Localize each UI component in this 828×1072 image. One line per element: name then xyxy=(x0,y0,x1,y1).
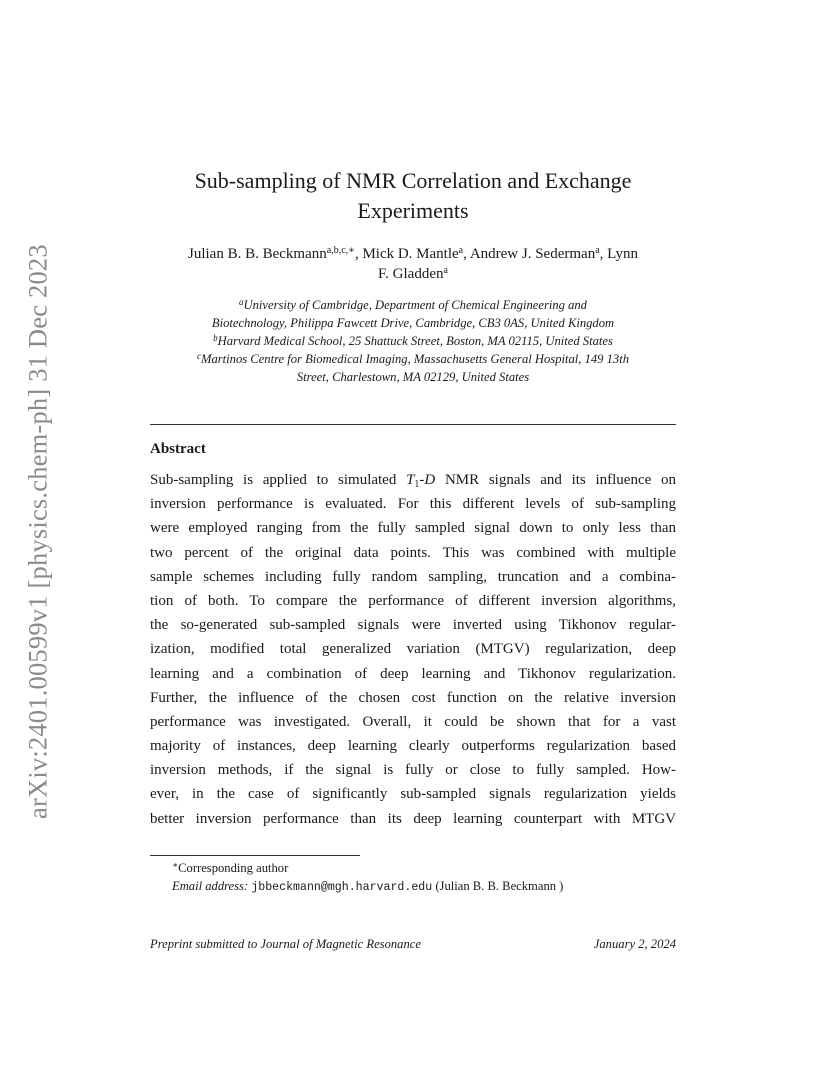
abstract-line: performance was investigated. Overall, it could be shown that for a vast xyxy=(150,713,676,730)
abstract-line: learning and a combination of deep learning and Tikhonov regularization. xyxy=(150,665,676,682)
affiliations xyxy=(150,296,676,386)
author-affiliation-mark: a,b,c,∗ xyxy=(326,245,355,256)
author-affiliation-mark: a xyxy=(458,245,464,256)
abstract-line: ization, modified total generalized variation (MTGV) regularization, deep xyxy=(150,641,676,658)
email-owner: (Julian B. B. Beckmann ) xyxy=(435,879,564,893)
affiliation-b: $^b$Harvard Medical School, 25 Shattuck Street, Boston, MA 02115, United States xyxy=(213,333,613,348)
abstract-heading: Abstract xyxy=(150,441,206,457)
author-list xyxy=(150,244,676,284)
footnote xyxy=(172,859,563,897)
abstract-line: Further, the influence of the chosen cost function on the relative inversion xyxy=(150,689,676,706)
author-name: Lynn xyxy=(607,246,638,262)
author-name: Julian B. B. Beckmann xyxy=(188,246,327,262)
preprint-date: January 2, 2024 xyxy=(593,937,676,951)
email-address[interactable]: jbbeckmann@mgh.harvard.edu xyxy=(251,881,433,894)
abstract-line: majority of instances, deep learning clearly outperforms regularization based xyxy=(150,738,676,755)
author-name: F. Gladden xyxy=(378,266,444,282)
title-line: Experiments xyxy=(357,198,469,223)
title-line: Sub-sampling of NMR Correlation and Exchange xyxy=(194,168,632,193)
abstract-line: Sub-sampling is applied to simulated $T_1-D$ NMR signals and its influence on xyxy=(150,472,676,490)
email-label: Email address: xyxy=(172,879,249,893)
footnote-divider xyxy=(150,855,360,856)
author-affiliation-mark: a xyxy=(443,265,448,276)
preprint-note: Preprint submitted to Journal of Magnetic Resonance xyxy=(150,937,421,951)
abstract-line: inversion methods, if the signal is fully or close to fully sampled. How- xyxy=(150,762,676,779)
abstract-line: were employed ranging from the fully sampled signal down to only less than xyxy=(150,520,676,537)
abstract-line: better inversion performance than its deep learning counterpart with MTGV xyxy=(150,810,676,827)
header-divider xyxy=(150,424,676,425)
author-line: Julian B. B. Beckmann$^{a,b,c,∗}$, Mick D. Mantle$^a$, Andrew J. Sederman$^a$, Lynn xyxy=(188,245,638,262)
abstract-line: the so-generated sub-sampled signals were inverted using Tikhonov regular- xyxy=(150,617,676,634)
affiliation-a-cont: Biotechnology, Philippa Fawcett Drive, Cambridge, CB3 0AS, United Kingdom xyxy=(211,316,615,330)
abstract-line: two percent of the original data points. This was combined with multiple xyxy=(150,544,676,561)
abstract-line: ever, in the case of significantly sub-sampled signals regularization yields xyxy=(150,786,676,803)
paper-title xyxy=(150,166,676,226)
affiliation-c-cont: Street, Charlestown, MA 02129, United States xyxy=(296,370,530,384)
abstract-body xyxy=(150,468,676,831)
abstract-line: inversion performance is evaluated. For this different levels of sub-sampling xyxy=(150,496,676,513)
author-line xyxy=(150,264,676,284)
corresponding-author-note: ∗Corresponding author xyxy=(172,860,289,875)
author-affiliation-mark: a xyxy=(595,245,600,256)
affiliation-a: $^a$University of Cambridge, Department of Chemical Engineering and xyxy=(239,297,587,312)
abstract-line: sample schemes including fully random sampling, truncation and a combina- xyxy=(150,568,676,585)
email-note xyxy=(172,877,563,897)
arxiv-identifier: arXiv:2401.00599v1 [physics.chem-ph] 31 Dec 2023 xyxy=(22,244,53,820)
affiliation-c: $^c$Martinos Centre for Biomedical Imaging, Massachusetts General Hospital, 149 13th xyxy=(196,351,630,366)
author-name: Andrew J. Sederman xyxy=(469,246,596,262)
author-name: Mick D. Mantle xyxy=(362,246,459,262)
abstract-line: tion of both. To compare the performance of different inversion algorithms, xyxy=(150,592,676,609)
